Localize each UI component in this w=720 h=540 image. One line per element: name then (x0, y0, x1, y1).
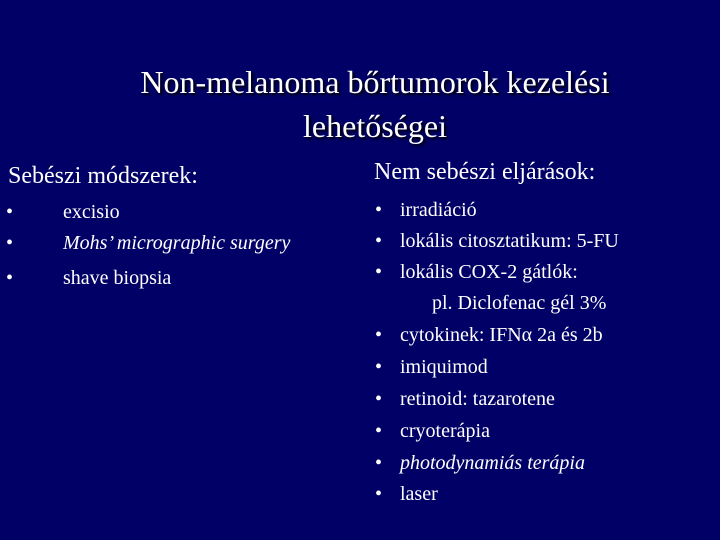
bullet: • (375, 230, 383, 252)
list-item-label: photodynamiás terápia (400, 452, 585, 474)
list-item-label: excisio (63, 201, 120, 223)
sub-item-diclofenac: pl. Diclofenac gél 3% (432, 292, 607, 314)
bullet: • (375, 483, 383, 505)
list-item-label: cryoterápia (400, 420, 490, 442)
slide-title-line-2: lehetőségei (303, 108, 447, 144)
bullet: • (6, 232, 14, 254)
bullet: • (375, 324, 383, 346)
list-item-label: shave biopsia (63, 267, 172, 289)
bullet: • (375, 261, 383, 283)
list-item-label: lokális COX-2 gátlók: (400, 261, 578, 283)
right-column-heading: Nem sebészi eljárások: (374, 159, 596, 185)
list-item-label: irradiáció (400, 199, 477, 221)
slide-title-line-1: Non-melanoma bőrtumorok kezelési (140, 64, 610, 100)
bullet: • (375, 452, 383, 474)
bullet: • (6, 267, 14, 289)
list-item-label: cytokinek: IFNα 2a és 2b (400, 324, 603, 346)
list-item-label: Mohs’ micrographic surgery (63, 232, 291, 254)
list-item-label: imiquimod (400, 356, 488, 378)
bullet: • (375, 388, 383, 410)
slide-title (60, 60, 690, 148)
list-item-label: lokális citosztatikum: 5-FU (400, 230, 619, 252)
list-item-label: retinoid: tazarotene (400, 388, 555, 410)
left-column-heading: Sebészi módszerek: (8, 163, 198, 189)
list-item-label: laser (400, 483, 438, 505)
bullet: • (375, 420, 383, 442)
bullet: • (6, 201, 14, 223)
bullet: • (375, 199, 383, 221)
bullet: • (375, 356, 383, 378)
